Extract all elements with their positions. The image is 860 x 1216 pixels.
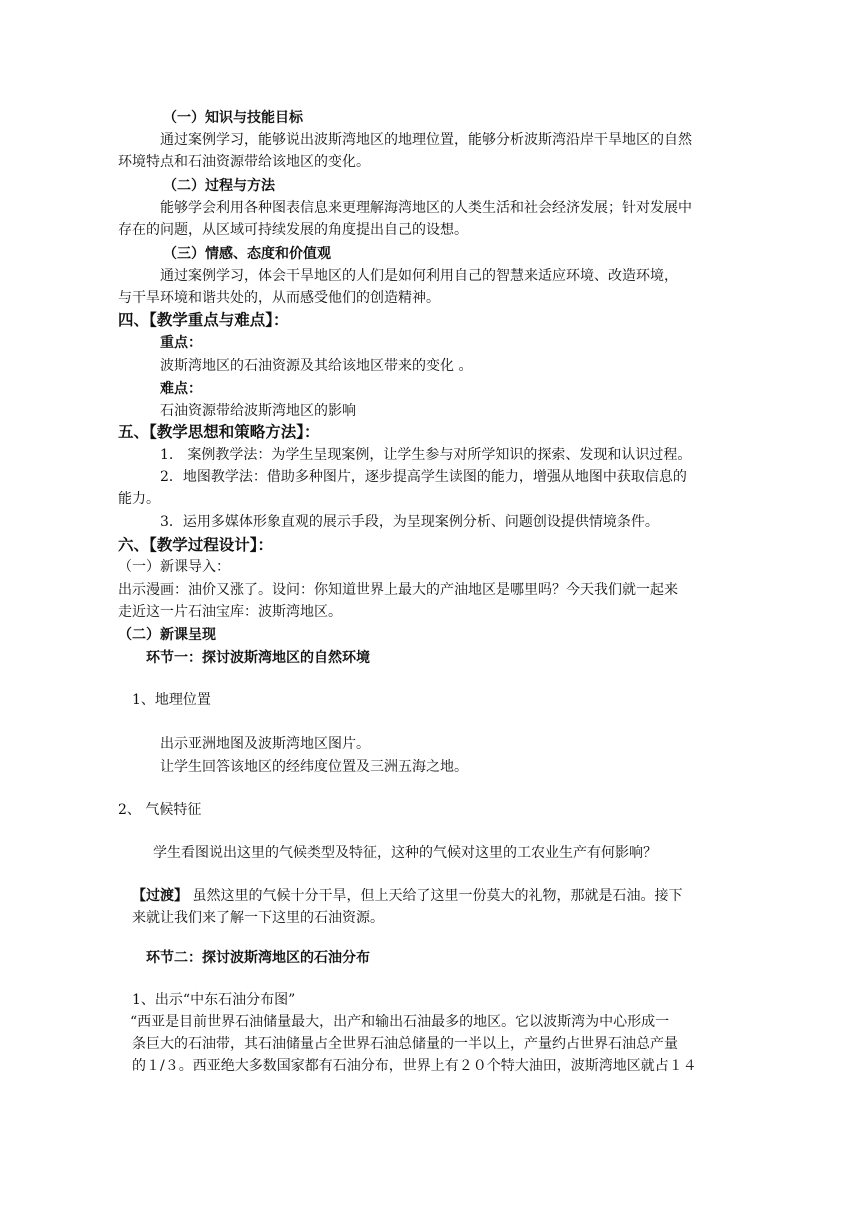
item-label-climate: 2、 气候特征 <box>118 802 202 818</box>
part-heading-strategy: 五、【教学思想和策略方法】： <box>118 422 320 441</box>
item-label-oil-map: 1、出示“中东石油分布图” <box>132 992 296 1008</box>
paragraph-line: 来就让我们来了解一下这里的石油资源。 <box>132 910 384 926</box>
difficulty-label: 难点： <box>160 381 202 397</box>
section-heading-knowledge: （一）知识与技能目标 <box>163 110 303 126</box>
paragraph-line: 学生看图说出这里的气候类型及特征，这种的气候对这里的工农业生产有何影响？ <box>153 845 657 861</box>
paragraph-line: 通过案例学习，能够说出波斯湾地区的地理位置，能够分析波斯湾沿岸干旱地区的自然 <box>160 132 692 148</box>
link-heading-environment: 环节一：探讨波斯湾地区的自然环境 <box>146 650 370 666</box>
strategy-item: 1. 案例教学法：为学生呈现案例，让学生参与对所学知识的探索、发现和认识过程。 <box>160 447 692 463</box>
transition-tag: 【过渡】 <box>132 888 188 904</box>
paragraph-line: “西亚是目前世界石油储量最大，出产和输出石油最多的地区。它以波斯湾为中心形成一 <box>130 1014 670 1030</box>
strategy-item: 2．地图教学法：借助多种图片，逐步提高学生读图的能力，增强从地图中获取信息的 <box>160 469 687 485</box>
key-point-label: 重点： <box>160 335 202 351</box>
paragraph-line: 走近这一片石油宝库：波斯湾地区。 <box>118 604 342 620</box>
link-heading-oil: 环节二：探讨波斯湾地区的石油分布 <box>146 950 370 966</box>
paragraph-line: 出示漫画：油价又涨了。设问：你知道世界上最大的产油地区是哪里吗？今天我们就一起来 <box>118 582 678 598</box>
paragraph-line: 存在的问题，从区域可持续发展的角度提出自己的设想。 <box>118 222 468 238</box>
sub-heading-presentation: （二）新课呈现 <box>118 627 216 643</box>
strategy-item: 3．运用多媒体形象直观的展示手段，为呈现案例分析、问题创设提供情境条件。 <box>160 514 659 530</box>
paragraph-line: 条巨大的石油带，其石油储量占全世界石油总储量的一半以上，产量约占世界石油总产量 <box>132 1036 678 1052</box>
transition-paragraph <box>132 885 682 907</box>
section-heading-attitude: （三）情感、态度和价值观 <box>163 246 331 262</box>
sub-heading-intro: （一）新课导入： <box>118 559 230 575</box>
paragraph-line: 能力。 <box>118 491 160 507</box>
key-point-text: 波斯湾地区的石油资源及其给该地区带来的变化 。 <box>160 358 473 374</box>
part-heading-key-points: 四、【教学重点与难点】： <box>118 310 289 329</box>
paragraph-line: 出示亚洲地图及波斯湾地区图片。 <box>160 736 370 752</box>
paragraph-line: 能够学会利用各种图表信息来更理解海湾地区的人类生活和社会经济发展；针对发展中 <box>160 200 692 216</box>
transition-text: 虽然这里的气候十分干旱，但上天给了这里一份莫大的礼物，那就是石油。接下 <box>188 888 683 904</box>
paragraph-line: 的１/３。西亚绝大多数国家都有石油分布，世界上有２０个特大油田，波斯湾地区就占１４ <box>132 1058 697 1074</box>
paragraph-line: 让学生回答该地区的经纬度位置及三洲五海之地。 <box>160 759 468 775</box>
paragraph-line: 环境特点和石油资源带给该地区的变化。 <box>118 154 370 170</box>
section-heading-process: （二）过程与方法 <box>163 178 275 194</box>
part-heading-process-design: 六、【教学过程设计】： <box>118 535 274 554</box>
difficulty-text: 石油资源带给波斯湾地区的影响 <box>160 403 356 419</box>
paragraph-line: 与干旱环境和谐共处的，从而感受他们的创造精神。 <box>118 290 440 306</box>
item-label-location: 1、地理位置 <box>132 692 211 708</box>
paragraph-line: 通过案例学习，体会干旱地区的人们是如何利用自己的智慧来适应环境、改造环境， <box>160 268 678 284</box>
